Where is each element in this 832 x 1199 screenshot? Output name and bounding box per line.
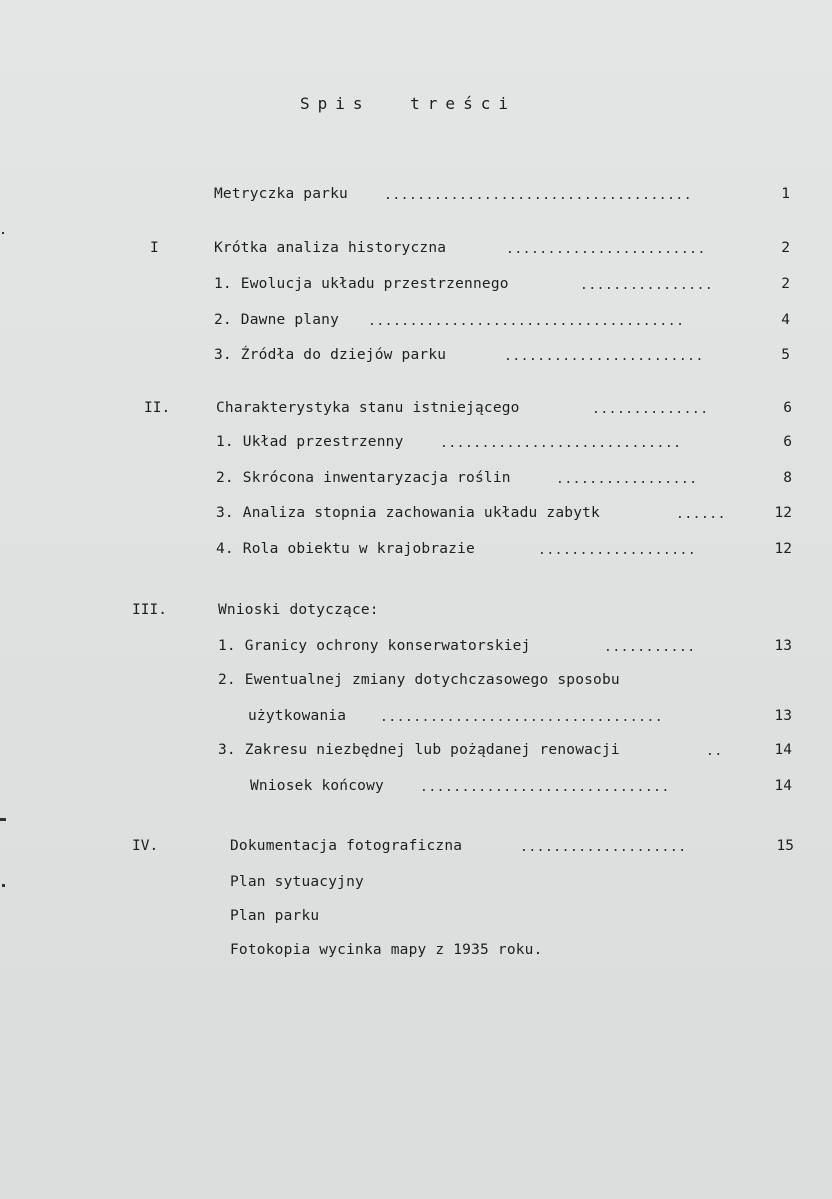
scan-mark — [2, 232, 4, 234]
toc-entry-text: Plan sytuacyjny — [230, 874, 364, 890]
toc-page-number: 6 — [783, 400, 792, 416]
toc-page-number: 1 — [781, 186, 790, 202]
toc-page-number: 2 — [781, 240, 790, 256]
toc-page-number: 12 — [774, 505, 792, 521]
toc-section-numeral: I — [150, 240, 159, 256]
toc-entry-text: Charakterystyka stanu istniejącego — [216, 400, 520, 416]
toc-section-numeral: IV. — [132, 838, 159, 854]
toc-page-number: 12 — [774, 541, 792, 557]
toc-leader-dots: .. — [706, 744, 723, 759]
toc-entry-text: 2. Ewentualnej zmiany dotychczasowego sposobu — [218, 672, 620, 688]
toc-leader-dots: .............. — [592, 402, 709, 417]
toc-leader-dots: ........................ — [506, 242, 706, 257]
toc-leader-dots: ................. — [556, 472, 698, 487]
toc-leader-dots: ........... — [604, 640, 696, 655]
toc-leader-dots: .................................. — [380, 710, 664, 725]
toc-leader-dots: ..................................... — [384, 188, 693, 203]
toc-page-number: 4 — [781, 312, 790, 328]
toc-leader-dots: ............................. — [440, 436, 682, 451]
scan-mark — [2, 884, 5, 887]
toc-page-number: 8 — [783, 470, 792, 486]
toc-leader-dots: ................... — [538, 543, 697, 558]
toc-leader-dots: ........................ — [504, 349, 704, 364]
toc-entry-text: 2. Skrócona inwentaryzacja roślin — [216, 470, 511, 486]
toc-leader-dots: .............................. — [420, 780, 670, 795]
toc-page-number: 15 — [776, 838, 794, 854]
toc-page-number: 13 — [774, 708, 792, 724]
toc-entry-text: Fotokopia wycinka mapy z 1935 roku. — [230, 942, 543, 958]
toc-page-number: 5 — [781, 347, 790, 363]
page-title: Spis treści — [300, 94, 516, 113]
toc-entry-text: 1. Ewolucja układu przestrzennego — [214, 276, 509, 292]
toc-page-number: 14 — [774, 778, 792, 794]
toc-entry-text: 3. Analiza stopnia zachowania układu zabytk — [216, 505, 600, 521]
toc-leader-dots: .................... — [520, 840, 687, 855]
toc-leader-dots: ...... — [676, 507, 726, 522]
toc-section-numeral: III. — [132, 602, 167, 618]
toc-entry-text: 2. Dawne plany — [214, 312, 340, 328]
toc-entry-text: Wnioski dotyczące: — [218, 602, 379, 618]
toc-entry-text: 3. Źródła do dziejów parku — [214, 347, 447, 363]
toc-page-number: 2 — [781, 276, 790, 292]
toc-entry-text: Plan parku — [230, 908, 320, 924]
toc-entry-text: 3. Zakresu niezbędnej lub pożądanej renowacji — [218, 742, 620, 758]
toc-entry-text: Metryczka parku — [214, 186, 348, 202]
scan-mark — [0, 818, 6, 821]
toc-leader-dots: ...................................... — [368, 314, 685, 329]
toc-section-numeral: II. — [144, 400, 171, 416]
toc-entry-text: użytkowania — [248, 708, 347, 724]
toc-entry-text: 4. Rola obiektu w krajobrazie — [216, 541, 475, 557]
toc-entry-text: 1. Układ przestrzenny — [216, 434, 404, 450]
toc-page-number: 14 — [774, 742, 792, 758]
toc-page-number: 6 — [783, 434, 792, 450]
toc-entry-text: Wniosek końcowy — [250, 778, 384, 794]
toc-entry-text: 1. Granicy ochrony konserwatorskiej — [218, 638, 531, 654]
toc-page-number: 13 — [774, 638, 792, 654]
toc-leader-dots: ................ — [580, 278, 714, 293]
toc-entry-text: Dokumentacja fotograficzna — [230, 838, 463, 854]
toc-entry-text: Krótka analiza historyczna — [214, 240, 447, 256]
